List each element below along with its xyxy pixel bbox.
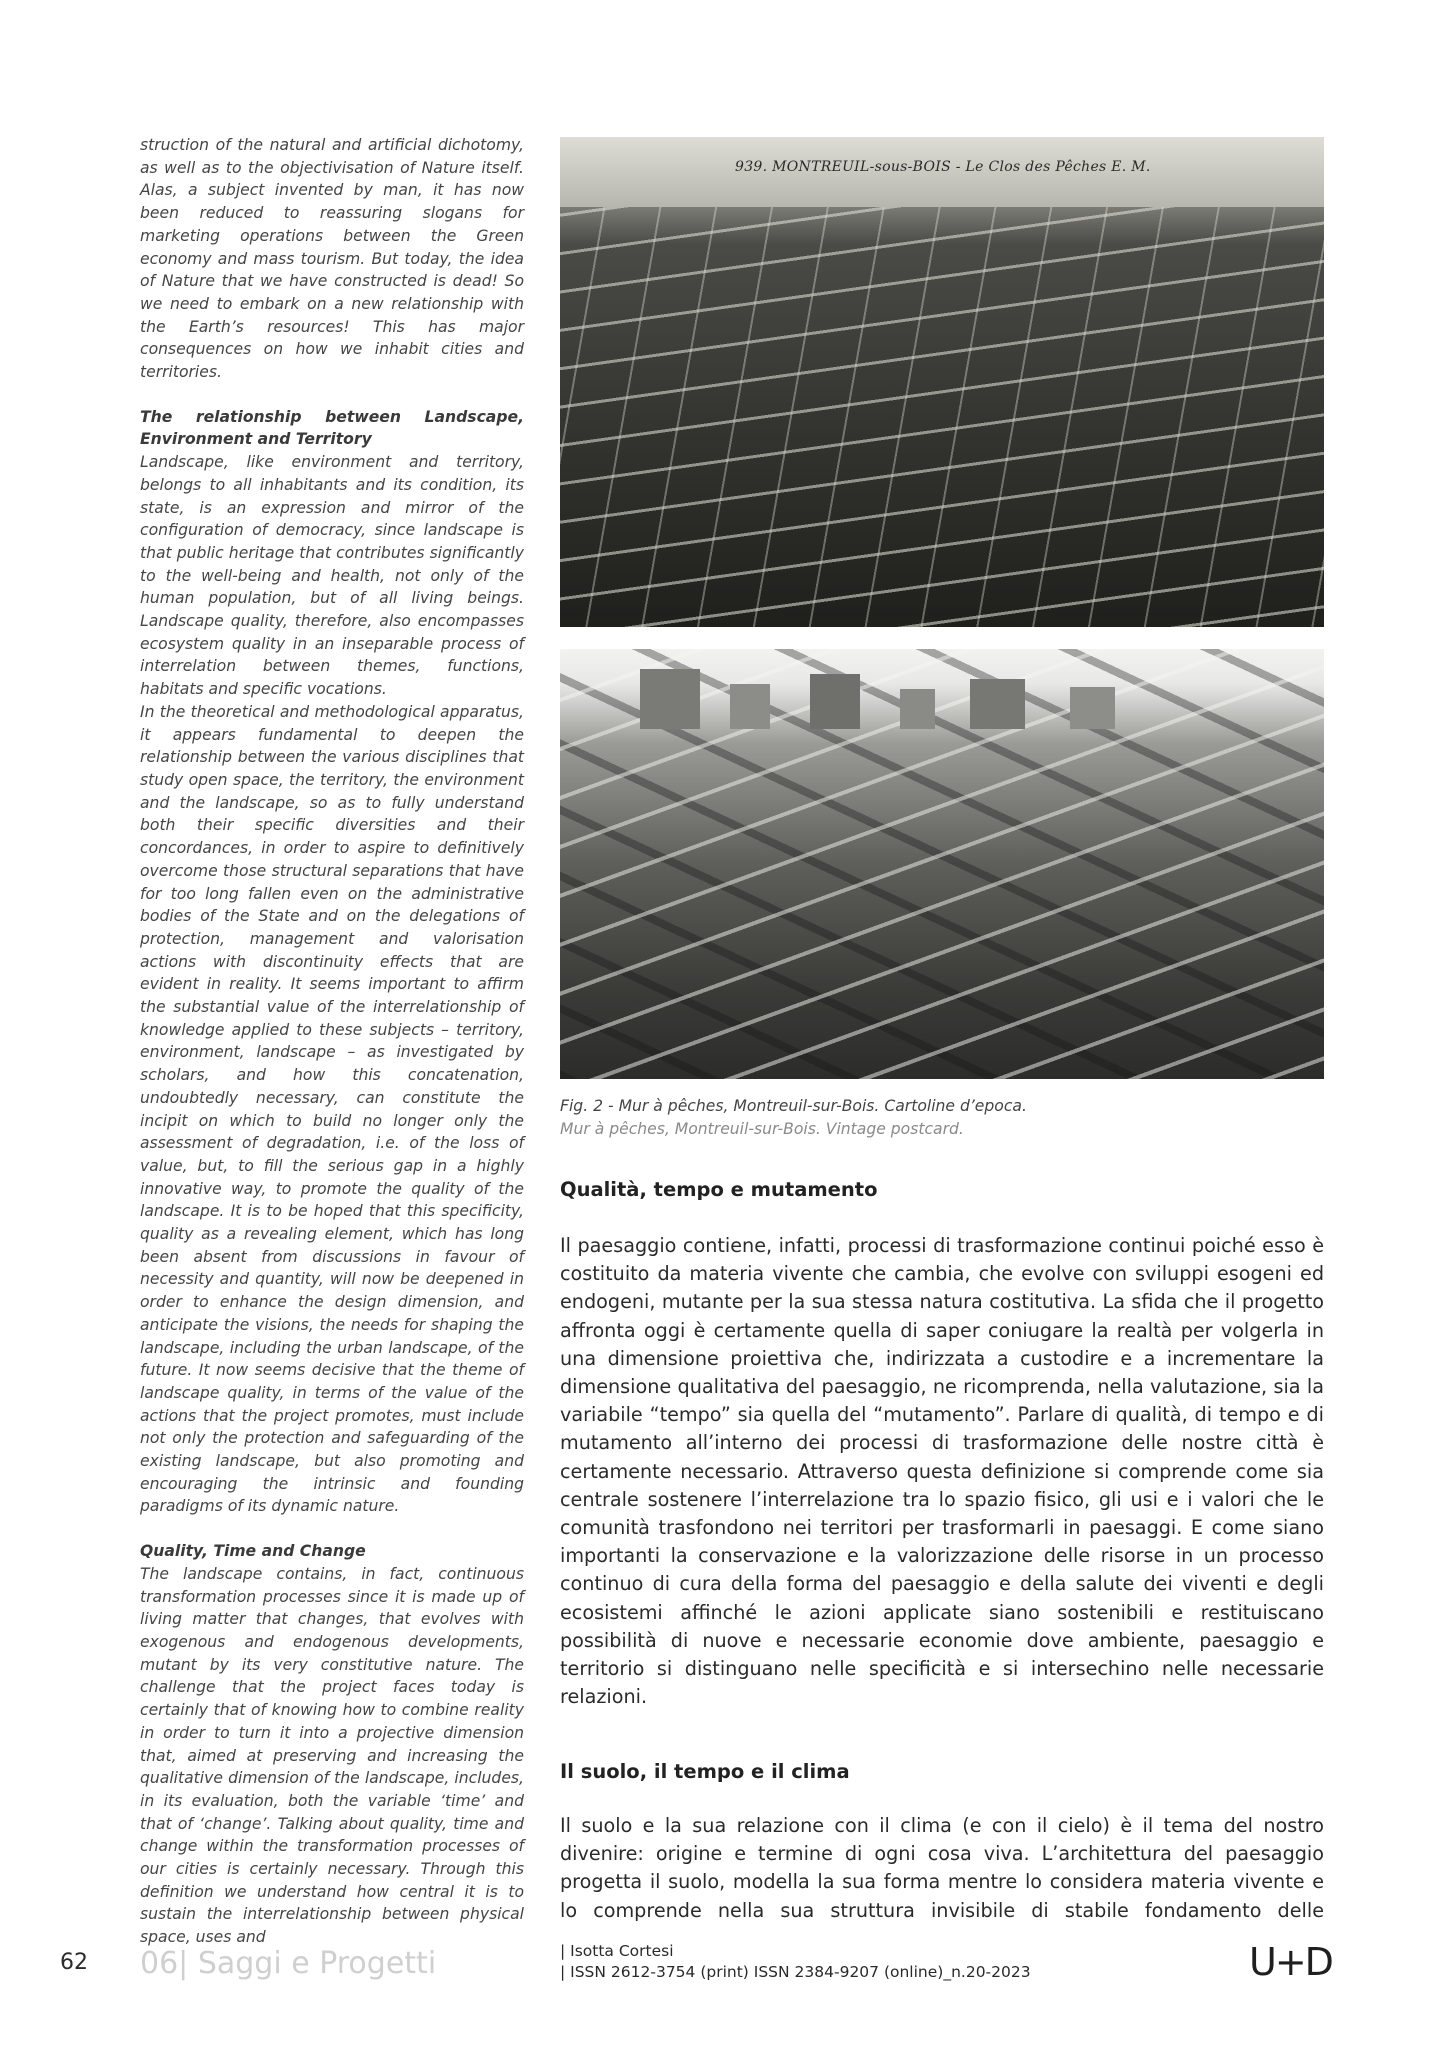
page-number: 62	[60, 1950, 88, 1975]
paragraph: Landscape, like environment and territory, belongs to all inhabitants and its condition, its state, is an expression and mirror of the configuration of democracy, since landscape is that public heritage that contributes significantly to the well-being and health, not only of the human population, but of all living beings. Landscape quality, therefore, also encompasses ecosystem quality in an inseparable process of interrelation between themes, functions, habitats and specific vocations.	[140, 453, 524, 699]
issn: | ISSN 2612-3754 (print) ISSN 2384-9207 (online)_n.20-2023	[560, 1963, 1031, 1981]
caption-english: Mur à pêches, Montreuil-sur-Bois. Vintage postcard.	[560, 1119, 964, 1138]
author: | Isotta Cortesi	[560, 1942, 674, 1960]
footer-info	[560, 1941, 1031, 1983]
figure-caption	[560, 1095, 1324, 1140]
paragraph: In the theoretical and methodological apparatus, it appears fundamental to deepen the relationship between the various disciplines that study open space, the territory, the environment and the landscape, so as to fully understand both their specific diversities and their concordances, in order to aspire to definitively overcome those structural separations that have for too long fallen even on the administrative bodies of the State and on the delegations of protection, management and valorisation actions with discontinuity effects that are evident in reality. It seems important to affirm the substantial value of the interrelationship of knowledge applied to these subjects – territory, environment, landscape – as investigated by scholars, and how this concatenation, undoubtedly necessary, can constitute the incipit on which to build no longer only the assessment of degradation, i.e. of the loss of value, but, to fill the serious gap in a highly innovative way, to promote the quality of the landscape. It is to be hoped that this specificity, quality as a revealing element, which has long been absent from discussions in favour of necessity and quantity, will now be deepened in order to enhance the design dimension, and anticipate the visions, the needs for shaping the landscape, including the urban landscape, of the future. It now seems decisive that the theme of landscape quality, in terms of the value of the actions that the project promotes, must include not only the protection and safeguarding of the existing landscape, but also promoting and encouraging the intrinsic and founding paradigms of its dynamic nature.	[140, 702, 524, 1516]
left-column-english	[140, 134, 524, 1949]
subheading: Quality, Time and Change	[140, 1542, 366, 1561]
caption-italian: Fig. 2 - Mur à pêches, Montreuil-sur-Bois. Cartoline d’epoca.	[560, 1097, 1027, 1115]
postcard-title: 939. MONTREUIL-sous-BOIS - Le Clos des Pêches E. M.	[735, 159, 1151, 175]
section-heading: Qualità, tempo e mutamento	[560, 1178, 878, 1201]
paragraph: struction of the natural and artificial dichotomy, as well as to the objectivisation of Nature itself. Alas, a subject invented by man, it has now been reduced to reassuring slogans for marketing operations between the Green economy and mass tourism. But today, the idea of Nature that we have constructed is dead! So we need to embark on a new relationship with the Earth’s resources! This has major consequences on how we inhabit cities and territories.	[140, 136, 524, 382]
subheading: The relationship between Landscape, Environment and Territory	[140, 407, 524, 449]
journal-section: 06| Saggi e Progetti	[140, 1946, 437, 1981]
postcard-photo-bottom	[560, 649, 1324, 1079]
paragraph: Il paesaggio contiene, infatti, processi di trasformazione continui poiché esso è costituito da materia vivente che cambia, che evolve con sviluppi esogeni ed endogeni, mutante per la sua stessa natura costitutiva. La sfida che il progetto affronta oggi è certamente quella di saper coniugare la realtà per volgerla in una dimensione proiettiva che, indirizzata a custodire e a incrementare la dimensione qualitativa del paesaggio, ne ricomprenda, nella valutazione, sia la variabile “tempo” sia quella del “mutamento”. Parlare di qualità, di tempo e di mutamento all’interno dei processi di trasformazione delle nostre città è certamente necessario. Attraverso questa definizione si comprende come sia centrale sostenere l’interrelazione tra lo spazio fisico, gli usi e i valori che le comunità trasfondono nei territori per trasformarli in paesaggi. E come siano importanti la conservazione e la valorizzazione delle risorse in un processo continuo di cura della forma del paesaggio e della salute dei viventi e degli ecosistemi affinché le azioni applicate siano sostenibili e restituiscano possibilità di nuove e necessarie economie dove ambiente, paesaggio e territorio si distinguano nelle specificità e si intersechino nelle necessarie relazioni.	[560, 1234, 1324, 1709]
figure	[560, 137, 1324, 1140]
postcard-photo-top	[560, 137, 1324, 627]
section-heading: Il suolo, il tempo e il clima	[560, 1760, 850, 1783]
journal-logo: U+D	[1249, 1940, 1332, 1984]
section-body	[560, 1812, 1324, 1922]
paragraph: Il suolo e la sua relazione con il clima (e con il cielo) è il tema del nostro divenire: origine e termine di ogni cosa viva. L’architettura del paesaggio progetta il suolo, modella la sua forma mentre lo considera materia vivente e lo comprende nella sua struttura invisibile di stabile fondamento delle	[560, 1814, 1324, 1922]
section-body	[560, 1232, 1324, 1711]
paragraph: The landscape contains, in fact, continuous transformation processes since it is made up of living matter that changes, that evolves with exogenous and endogenous developments, mutant by its very constitutive nature. The challenge that the project faces today is certainly that of knowing how to combine reality in order to turn it into a projective dimension that, aimed at preserving and increasing the qualitative dimension of the landscape, includes, in its evaluation, both the variable ‘time’ and that of ‘change’. Talking about quality, time and change within the transformation processes of our cities is certainly necessary. Through this definition we understand how central it is to sustain the interrelationship between physical space, uses and	[140, 1564, 524, 1947]
